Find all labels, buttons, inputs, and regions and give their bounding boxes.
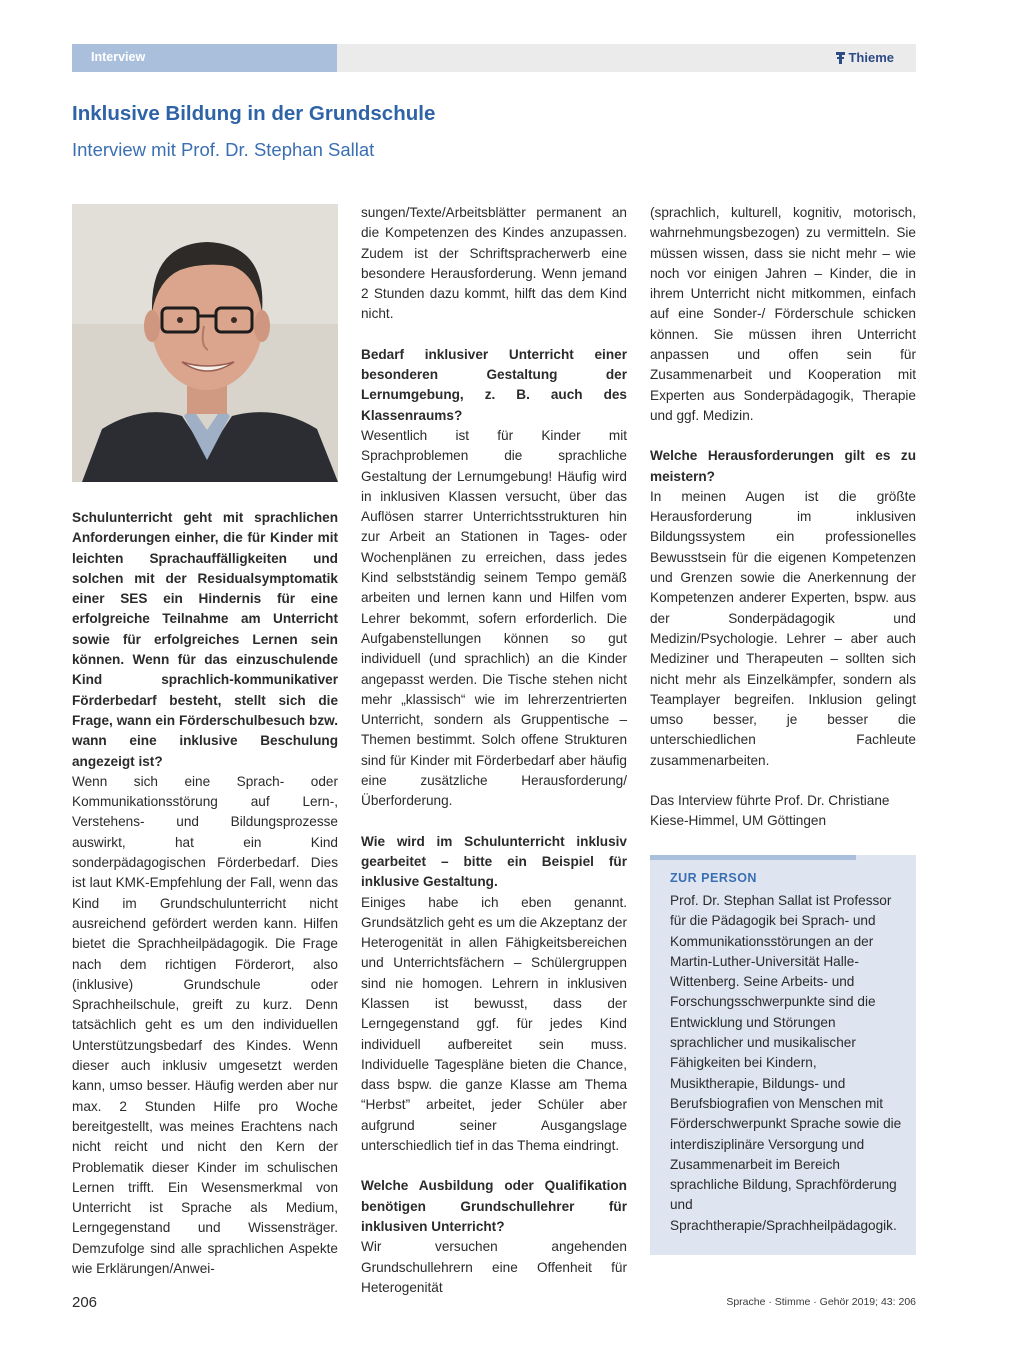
question-1: Schulunterricht geht mit sprachlichen Anforderungen einher, die für Kinder mit leichten Sprachauffälligkeiten und solchen mit der Residualsymptomatik einer SES ein Hindernis für eine erfolgreiche Teilnahme am Unterricht sowie für erfolgreiches Lernen sein können. Wenn für das einzuschulende Kind sprachlich-kommunikativer Förderbedarf besteht, stellt sich die Frage, wann ein Förderschulbesuch bzw. wann eine inklusive Beschulung angezeigt ist?: [72, 510, 338, 769]
thieme-logo-icon: [836, 52, 845, 64]
box-accent-stripe: [650, 855, 856, 860]
section-label: Interview: [91, 50, 146, 64]
column-3: [650, 203, 916, 832]
article-title: Inklusive Bildung in der Grundschule: [72, 102, 436, 125]
answer-3: Einiges habe ich eben genannt. Grundsätzlich geht es um die Akzeptanz der Heterogenität in allen Fähigkeitsbereichen und Unterrichtsfächern – Schülergruppen sind nie homogen. Lehrern in inklusiven Klassen ist bewusst, dass der Lerngegenstand ggf. für jedes Kind individuell aufbereitet sein muss. Individuelle Tagespläne bieten die Chance, dass bspw. die ganze Klasse am Thema “Herbst” arbeitet, jeder Schüler aber aufgrund seiner Ausgangslage unterschiedlich tief in das Thema eindringt.: [361, 894, 627, 1154]
answer-4: Wir versuchen angehenden Grundschullehrern eine Offenheit für Heterogenität: [361, 1239, 627, 1295]
interview-credit: Das Interview führte Prof. Dr. Christiane Kiese-Himmel, UM Göttingen: [650, 793, 890, 829]
column-1: [72, 508, 338, 1279]
answer-4-continued: (sprachlich, kulturell, kognitiv, motorisch, wahrnehmungsbezogen) zu vermitteln. Sie müssen wissen, dass sie nicht mehr – wie noch vor einigen Jahren – Kinder, die in ihrem Unterricht nicht mitkommen, einfach auf eine Sonder-/ Förderschule schicken können. Sie müssen ihren Unterricht anpassen und offen sein für Zusammenarbeit und Kooperation mit Experten aus Sonderpädagogik, Therapie und ggf. Medizin.: [650, 205, 916, 423]
answer-2: Wesentlich ist für Kinder mit Sprachproblemen die sprachliche Gestaltung der Lernumgebung! Häufig wird in inklusiven Klassen versucht, über das Auflösen starrer Unterrichtsstrukturen hin zur Arbeit an Stationen in Tages- oder Wochenplänen zu erreichen, dass jedes Kind selbstständig seinem Tempo gemäß arbeiten und lernen kann und Hilfen vom Lehrer bekommt, sofern erforderlich. Die Aufgabenstellungen können so gut individuell (und sprachlich) an die Kinder angepasst werden. Die Tische stehen nicht mehr „klassisch“ wie im lehrerzentrierten Unterricht, sondern als Gruppentische – Themen bestimmt. Solch offene Strukturen sind für Kinder mit Förderbedarf aber häufig eine zusätzliche Herausforderung/Überforderung.: [361, 427, 627, 809]
about-person-box: [650, 855, 916, 1255]
answer-1: Wenn sich eine Sprach- oder Kommunikationsstörung auf Lern-, Verstehens- und Bildungsprozesse auswirkt, hat ein Kind sonderpädagogischen Förderbedarf. Dies ist laut KMK-Empfehlung der Fall, wenn das Kind im Grundschulunterricht nicht ausreichend gefördert werden kann. Hilfen bietet die Sprachheilpädagogik. Die Frage nach dem richtigen Förderort, also (inklusive) Grundschule oder Sprachheilschule, greift zu kurz. Denn tatsächlich geht es um den individuellen Unterstützungsbedarf des Kindes. Wenn dieser auch inklusiv umgesetzt werden kann, umso besser. Häufig werden aber nur max. 2 Stunden Hilfe pro Woche bereitgestellt, was meines Erachtens nach nicht reicht und nicht den Kern der Problematik dieser Kinder im schulischen Lernen trifft. Ein Wesensmerkmal von Unterricht ist Sprache als Medium, Lerngegenstand und Wissensträger. Demzufolge sind alle sprachlichen Aspekte wie Erklärungen/Anwei-: [72, 773, 338, 1276]
publisher-brand: [836, 50, 894, 65]
brand-name: Thieme: [848, 50, 894, 65]
question-4: Welche Ausbildung oder Qualifikation benötigen Grundschullehrer für inklusiven Unterricht?: [361, 1178, 627, 1234]
section-label-box: [72, 44, 337, 72]
answer-5: In meinen Augen ist die größte Herausforderung im inklusiven Bildungssystem ein professionelles Bewusstsein für die eigenen Kompetenzen und Grenzen sowie die Anerkennung der Kompetenzen anderer Experten, bspw. aus der Sonderpädagogik und Medizin/Psychologie. Lehrer – aber auch Mediziner und Therapeuten – sollten sich nicht mehr als Einzelkämpfer, sondern als Teamplayer begreifen. Inklusion gelingt umso besser, je besser die unterschiedlichen Fachleute zusammenarbeiten.: [650, 488, 916, 768]
portrait-photo: [72, 204, 338, 482]
column-2: [361, 203, 627, 1298]
question-5: Welche Herausforderungen gilt es zu meistern?: [650, 448, 916, 484]
article-subtitle: Interview mit Prof. Dr. Stephan Sallat: [72, 139, 375, 160]
page-number: 206: [72, 1294, 98, 1311]
answer-1-continued: sungen/Texte/Arbeitsblätter permanent an die Kompetenzen des Kindes anzupassen. Zudem ist der Schriftspracherwerb eine besondere Herausforderung. Wenn jemand 2 Stunden dazu kommt, hilft das dem Kind nicht.: [361, 205, 627, 322]
header-bar: [72, 44, 916, 72]
box-heading: ZUR PERSON: [670, 871, 757, 885]
question-3: Wie wird im Schulunterricht inklusiv gearbeitet – bitte ein Beispiel für inklusive Gestaltung.: [361, 833, 627, 890]
journal-citation: Sprache · Stimme · Gehör 2019; 43: 206: [726, 1296, 916, 1308]
question-2: Bedarf inklusiver Unterricht einer besonderen Gestaltung der Lernumgebung, z. B. auch des Klassenraums?: [361, 346, 627, 423]
box-text: Prof. Dr. Stephan Sallat ist Professor für die Pädagogik bei Sprach- und Kommunikationsstörungen an der Martin-Luther-Universität Halle-Wittenberg. Seine Arbeits- und Forschungsschwerpunkte sind die Entwicklung und Störungen sprachlicher und musikalischer Fähigkeiten bei Kindern, Musiktherapie, Bildungs- und Berufsbiografien von Menschen mit Förderschwerpunkt Sprache sowie die interdisziplinäre Versorgung und Zusammenarbeit im Bereich sprachliche Bildung, Sprachförderung und Sprachtherapie/Sprachheilpädagogik.: [670, 893, 902, 1233]
